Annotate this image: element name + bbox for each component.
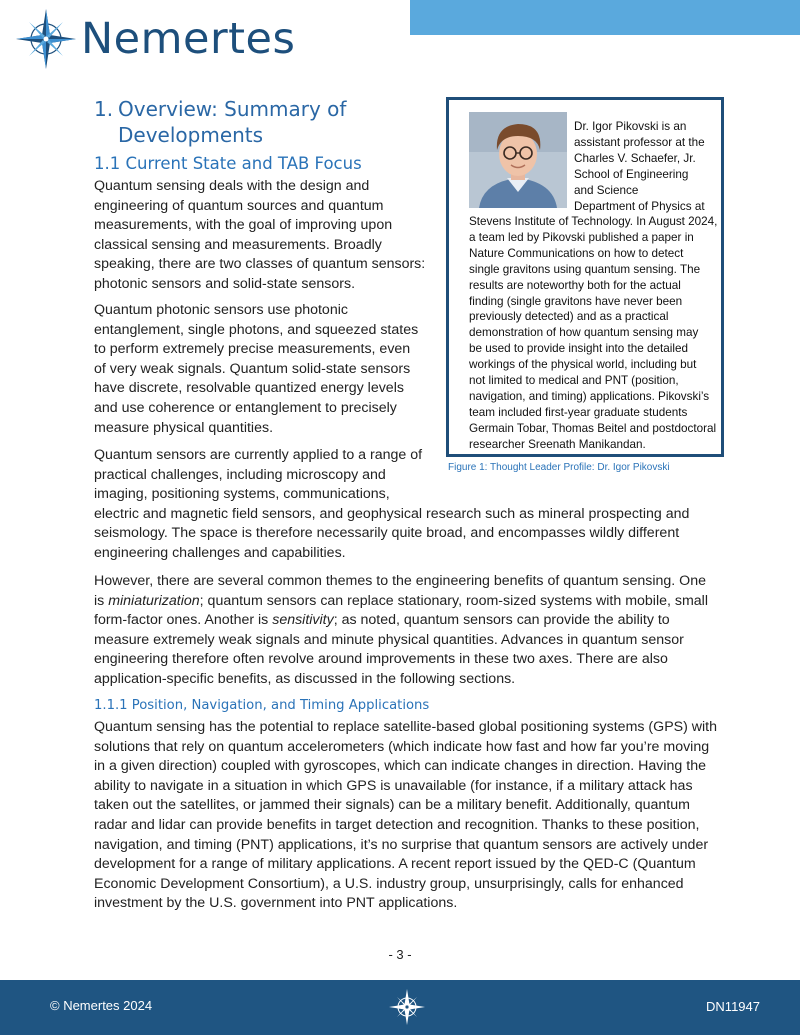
text-line: finding (single gravitons have never been [469, 294, 683, 308]
footer-copyright: © Nemertes 2024 [50, 998, 153, 1013]
text-line: School of Engineering [574, 167, 689, 181]
text-line: navigation, and timing) applications. Pikovski’s [469, 389, 710, 403]
text-run: form-factor ones. Another is [94, 612, 273, 629]
text-line: have discrete, resolvable quantized energy levels [94, 380, 404, 397]
text-line: Quantum photonic sensors use photonic [94, 302, 348, 318]
text-line: Stevens Institute of Technology. In August 2024, [469, 215, 718, 228]
text-line: be used to provide insight into the detailed [469, 342, 688, 356]
section-heading [94, 96, 394, 148]
page-footer [0, 980, 800, 1035]
figure-caption: Figure 1: Thought Leader Profile: Dr. Igor Pikovski [448, 462, 670, 473]
text-line: Department of Physics at [574, 199, 705, 213]
text-line: single gravitons using quantum sensing. The [469, 262, 701, 276]
text-line: engineering of quantum sources and quantum [94, 197, 384, 214]
subsection-heading: 1.1 Current State and TAB Focus [94, 154, 362, 173]
text-run: ; quantum sensors can replace stationary, room-sized systems with mobile, small [199, 592, 708, 609]
text-line: imaging, positioning systems, communications, [94, 486, 390, 503]
text-line: measure physical quantities. [94, 419, 274, 436]
text-line: previously detected) and as a practical [469, 310, 669, 324]
emphasis-sensitivity: sensitivity [272, 612, 334, 629]
pnt-heading: 1.1.1 Position, Navigation, and Timing Applications [94, 698, 430, 713]
paragraph-pnt [94, 718, 717, 914]
text-line [94, 592, 708, 612]
text-line: navigation, and timing (PNT) applications, it’s no surprise that quantum sensors are actively under [94, 836, 709, 853]
text-line: taken out the satellites, or jammed their signals) can be a military benefit. Additionally, quantum [94, 797, 690, 814]
text-line: Economic Development Consortium), a U.S. industry group, unsurprisingly, calls for enhanced [94, 875, 684, 892]
text-line: engineering challenges and capabilities. [94, 544, 346, 561]
text-line: However, there are several common themes to the engineering benefits of quantum sensing. One [94, 573, 706, 589]
text-line [94, 611, 708, 631]
text-line: seismology. The space is therefore necessarily quite broad, and encompasses wildly different [94, 525, 680, 542]
paragraph-photonic [94, 301, 418, 438]
text-line: ability to navigate in a situation in which GPS is unavailable (for instance, if a military attack has [94, 777, 693, 794]
text-line: and Science [574, 183, 639, 197]
text-line: Germain Tobar, Thomas Beitel and postdoctoral [469, 421, 717, 435]
text-line: practical challenges, including microscopy and [94, 466, 386, 483]
section-number: 1. [94, 97, 114, 121]
text-line: solutions that rely on quantum accelerometers (which indicate how fast and how far you’re moving [94, 738, 710, 755]
text-line: not limited to medical and PNT (position, [469, 374, 679, 388]
section-title-line2: Developments [118, 123, 264, 147]
text-line: Charles V. Schaefer, Jr. [574, 151, 696, 165]
text-line: measure extremely weak signals and minute physical quantities. Advances in quantum sensor [94, 631, 684, 648]
brand-name: Nemertes [81, 14, 296, 64]
emphasis-miniaturization: miniaturization [108, 592, 200, 609]
section-title-line1: Overview: Summary of [118, 97, 347, 121]
text-line: to perform extremely precise measurements, even [94, 341, 411, 358]
text-line: demonstration of how quantum sensing may [469, 326, 699, 340]
top-accent-bar [410, 0, 800, 35]
text-line: of very weak signals. Quantum solid-state sensors [94, 360, 411, 377]
text-line: in a given direction) coupled with gyroscopes, which can indicate changes in direction. Having the [94, 758, 706, 775]
sidebar-intro-text [574, 119, 719, 214]
text-line: radar and lidar can provide benefits in target detection and recognition. Thanks to these position, [94, 816, 700, 833]
text-line: workings of the physical world, including but [469, 358, 697, 372]
text-run: ; as noted, quantum sensors can provide the ability to [333, 612, 670, 629]
text-line: entanglement, single photons, and squeezed states [94, 321, 419, 338]
profile-photo [469, 112, 567, 208]
text-line: investment by the U.S. government into PNT applications. [94, 895, 458, 912]
text-line: measurements, with the goal of improving upon [94, 217, 393, 234]
text-line: team included first-year graduate students [469, 405, 688, 419]
paragraph-intro [94, 177, 425, 295]
text-line: speaking, there are two classes of quantum sensors: [94, 256, 426, 273]
text-line: Quantum sensing deals with the design and [94, 178, 370, 194]
text-line: a team led by Pikovski published a paper in [469, 230, 694, 244]
text-run: is [94, 592, 109, 609]
text-line: researcher Sreenath Manikandan. [469, 437, 646, 451]
sidebar-body-text [469, 214, 725, 453]
text-line: Quantum sensing has the potential to replace satellite-based global positioning systems (GPS) with [94, 719, 718, 735]
text-line: Dr. Igor Pikovski is an [574, 120, 687, 133]
footer-doc-id: DN11947 [706, 999, 760, 1014]
brand-logo [15, 8, 295, 70]
page-number: - 3 - [388, 947, 412, 962]
compass-star-icon [15, 8, 77, 70]
text-line: photonic sensors and solid-state sensors. [94, 275, 356, 292]
text-line: application-specific benefits, as discussed in the following sections. [94, 670, 516, 687]
text-line: electric and magnetic field sensors, and geophysical research such as mineral prospecting and [94, 505, 690, 522]
compass-star-icon [388, 988, 426, 1026]
thought-leader-sidebar [446, 97, 724, 457]
portrait-image [469, 112, 567, 208]
text-line: Quantum sensors are currently applied to a range of [94, 447, 423, 463]
text-line: development for a range of military applications. A recent report issued by the QED-C (Quantum [94, 856, 696, 873]
text-line: results are noteworthy both for the actual [469, 278, 681, 292]
text-line: engineering therefore often revolve around improvements in these two axes. There are also [94, 651, 668, 668]
text-line: Nature Communications on how to detect [469, 246, 684, 260]
text-line: classical sensing and measurements. Broadly [94, 236, 382, 253]
paragraph-themes [94, 572, 708, 690]
text-line: and use coherence or entanglement to precisely [94, 399, 397, 416]
text-line: assistant professor at the [574, 135, 705, 149]
